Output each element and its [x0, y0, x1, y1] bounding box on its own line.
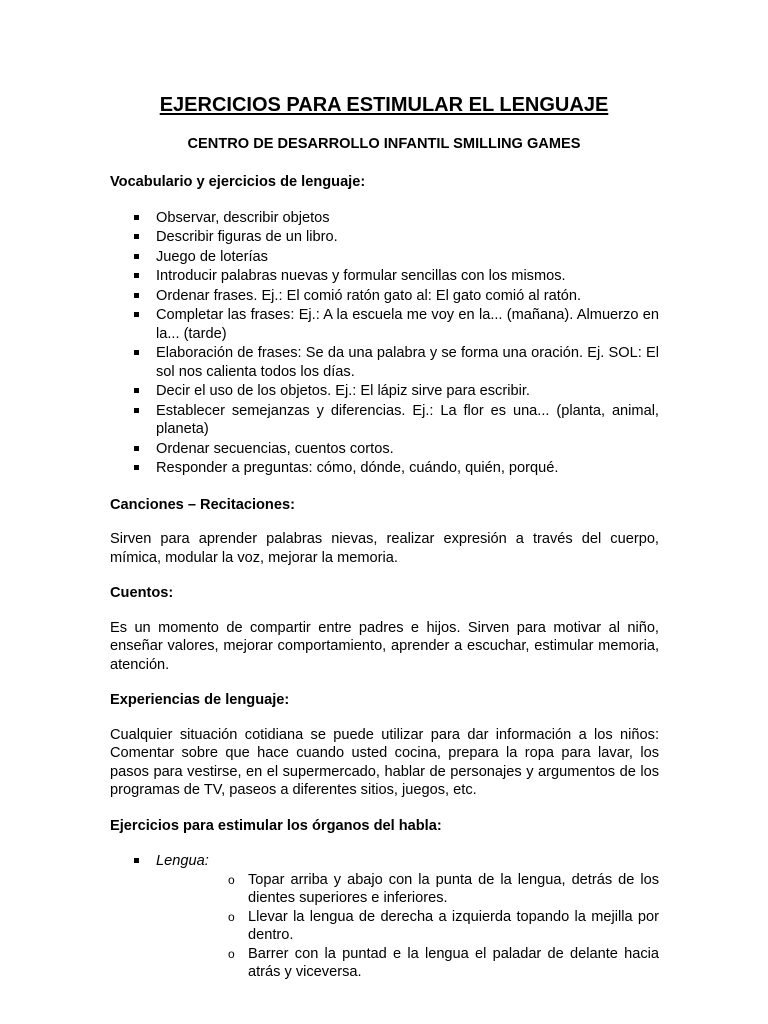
- sub-list-item: o Topar arriba y abajo con la punta de la lengua, detrás de los dientes superiores e inferiores.: [156, 871, 659, 908]
- list-item: Juego de loterías: [110, 248, 659, 267]
- section-heading-organs: Ejercicios para estimular los órganos del habla:: [110, 817, 442, 834]
- section-heading-stories: Cuentos:: [110, 585, 174, 601]
- list-item: Establecer semejanzas y diferencias. Ej.: La flor es una... (planta, animal, planeta): [110, 402, 659, 439]
- list-item: Decir el uso de los objetos. Ej.: El lápiz sirve para escribir.: [110, 382, 659, 401]
- group-label-tongue: Lengua:: [156, 853, 209, 869]
- section-heading-songs: Canciones – Recitaciones:: [110, 496, 295, 513]
- list-item: Ordenar frases. Ej.: El comió ratón gato al: El gato comió al ratón.: [110, 287, 659, 306]
- section-heading-experiences: Experiencias de lenguaje:: [110, 692, 290, 708]
- list-item: Completar las frases: Ej.: A la escuela me voy en la... (mañana). Almuerzo en la... (tarde): [110, 306, 659, 343]
- list-item: Elaboración de frases: Se da una palabra y se forma una oración. Ej. SOL: El sol nos calienta todos los días.: [110, 344, 659, 381]
- sub-list-item: o Llevar la lengua de derecha a izquierda topando la mejilla por dentro.: [156, 908, 659, 945]
- document-body: [110, 173, 659, 983]
- list-item: Observar, describir objetos: [110, 209, 659, 228]
- vocab-list: [110, 209, 659, 478]
- document-subtitle: CENTRO DE DESARROLLO INFANTIL SMILLING GAMES: [187, 136, 581, 152]
- section-body-stories: Es un momento de compartir entre padres e hijos. Sirven para motivar al niño, enseñar valores, mejorar comportamiento, aprender a escuchar, estimular memoria, atención.: [110, 619, 659, 673]
- list-item-tongue: [110, 852, 659, 982]
- section-body-songs: Sirven para aprender palabras nievas, realizar expresión a través del cuerpo, mímica, modular la voz, mejorar la memoria.: [110, 531, 659, 566]
- list-item: Responder a preguntas: cómo, dónde, cuándo, quién, porqué.: [110, 459, 659, 478]
- organs-list: [110, 852, 659, 982]
- sub-list-item: o Barrer con la puntad e la lengua el paladar de delante hacia atrás y viceversa.: [156, 945, 659, 982]
- section-heading-vocab: Vocabulario y ejercicios de lenguaje:: [110, 174, 366, 190]
- list-item: Ordenar secuencias, cuentos cortos.: [110, 440, 659, 459]
- document-title: EJERCICIOS PARA ESTIMULAR EL LENGUAJE: [159, 94, 609, 116]
- list-item: Introducir palabras nuevas y formular sencillas con los mismos.: [110, 267, 659, 286]
- tongue-sublist: [156, 871, 659, 982]
- list-item: Describir figuras de un libro.: [110, 228, 659, 247]
- section-body-experiences: Cualquier situación cotidiana se puede utilizar para dar información a los niños: Comentar sobre que hace cuando usted cocina, prepara la ropa para lavar, los pasos para vestirse, en el supermercado, hablar de personajes y argumentos de los programas de TV, paseos a diferentes sitios, juegos, etc.: [110, 726, 659, 798]
